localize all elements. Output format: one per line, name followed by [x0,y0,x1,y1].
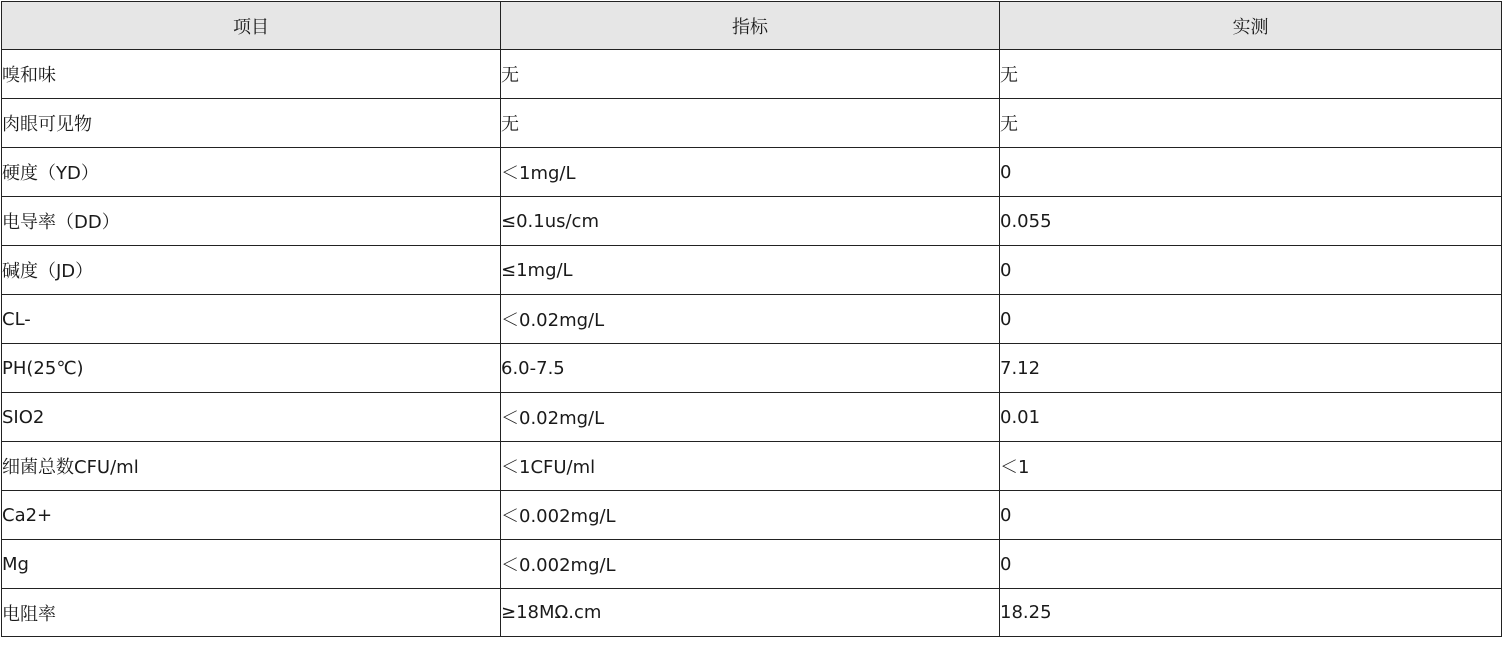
cell-measured: 18.25 [1000,589,1502,637]
cell-standard: ≤0.1us/cm [501,197,1000,246]
table-row [2,393,1502,442]
cell-item: Mg [2,540,501,589]
cell-standard: ＜1mg/L [501,148,1000,197]
cell-item: 电导率（DD） [2,197,501,246]
cell-measured: 0.01 [1000,393,1502,442]
cell-standard: ≥18MΩ.cm [501,589,1000,637]
cell-item: 细菌总数CFU/ml [2,442,501,491]
cell-item: CL- [2,295,501,344]
cell-standard: ≤1mg/L [501,246,1000,295]
header-standard: 指标 [501,2,1000,50]
cell-standard: ＜0.02mg/L [501,295,1000,344]
cell-measured: 0 [1000,295,1502,344]
cell-measured: 7.12 [1000,344,1502,393]
water-quality-table [1,1,1502,637]
table-header-row [2,2,1502,50]
table-row [2,50,1502,99]
table-row [2,540,1502,589]
cell-standard: ＜1CFU/ml [501,442,1000,491]
cell-standard: ＜0.02mg/L [501,393,1000,442]
cell-measured: 0 [1000,148,1502,197]
cell-standard: ＜0.002mg/L [501,491,1000,540]
cell-measured: 0 [1000,540,1502,589]
cell-measured: 无 [1000,50,1502,99]
table-row [2,246,1502,295]
cell-item: 电阻率 [2,589,501,637]
table-row [2,344,1502,393]
cell-item: PH(25℃) [2,344,501,393]
table-row [2,491,1502,540]
table-row [2,589,1502,637]
cell-item: 碱度（JD） [2,246,501,295]
cell-item: SIO2 [2,393,501,442]
header-item: 项目 [2,2,501,50]
cell-item: 硬度（YD） [2,148,501,197]
header-measured: 实测 [1000,2,1502,50]
cell-measured: 0 [1000,246,1502,295]
table-row [2,295,1502,344]
cell-standard: 无 [501,50,1000,99]
cell-measured: 无 [1000,99,1502,148]
cell-item: 嗅和味 [2,50,501,99]
table-row [2,442,1502,491]
table-row [2,148,1502,197]
cell-item: 肉眼可见物 [2,99,501,148]
cell-standard: 无 [501,99,1000,148]
cell-measured: ＜1 [1000,442,1502,491]
cell-item: Ca2+ [2,491,501,540]
cell-standard: ＜0.002mg/L [501,540,1000,589]
cell-standard: 6.0-7.5 [501,344,1000,393]
table-row [2,99,1502,148]
cell-measured: 0.055 [1000,197,1502,246]
cell-measured: 0 [1000,491,1502,540]
table-row [2,197,1502,246]
